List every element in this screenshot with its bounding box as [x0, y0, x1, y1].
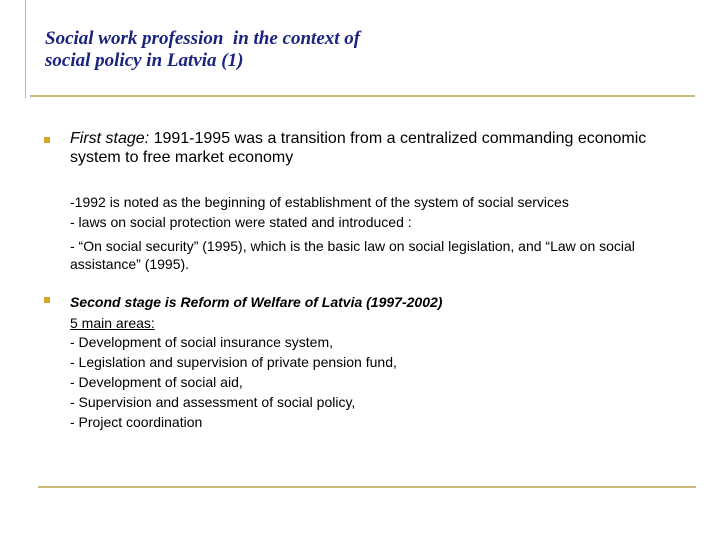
first-stage-label: First stage:: [70, 130, 150, 147]
left-vertical-rule: [25, 0, 26, 98]
slide-title: [45, 28, 685, 72]
first-stage-item-3: - “On social security” (1995), which is the basic law on social legislation, and “Law on social assistance” (1995).: [70, 238, 635, 272]
square-bullet-icon: [44, 297, 50, 303]
main-areas-label: 5 main areas:: [70, 315, 155, 331]
first-stage-text: 1991-1995 was a transition from a centralized commanding economic system to free market economy: [70, 130, 647, 166]
main-area-item-4: - Supervision and assessment of social policy,: [70, 394, 356, 410]
title-line-2: social policy in Latvia (1): [45, 50, 244, 71]
title-line-1: Social work profession in the context of: [45, 28, 361, 49]
second-stage-heading: Second stage is Reform of Welfare of Latvia (1997-2002): [70, 294, 443, 310]
first-stage-paragraph: [70, 129, 690, 167]
title-divider: [30, 95, 695, 97]
main-area-item-1: - Development of social insurance system,: [70, 334, 333, 350]
main-area-item-2: - Legislation and supervision of private pension fund,: [70, 354, 397, 370]
first-stage-item-1: -1992 is noted as the beginning of establishment of the system of social services: [70, 194, 569, 210]
footer-divider: [38, 486, 696, 488]
first-stage-item-2: - laws on social protection were stated and introduced :: [70, 214, 412, 230]
main-area-item-3: - Development of social aid,: [70, 374, 243, 390]
main-area-item-5: - Project coordination: [70, 414, 203, 430]
square-bullet-icon: [44, 137, 50, 143]
